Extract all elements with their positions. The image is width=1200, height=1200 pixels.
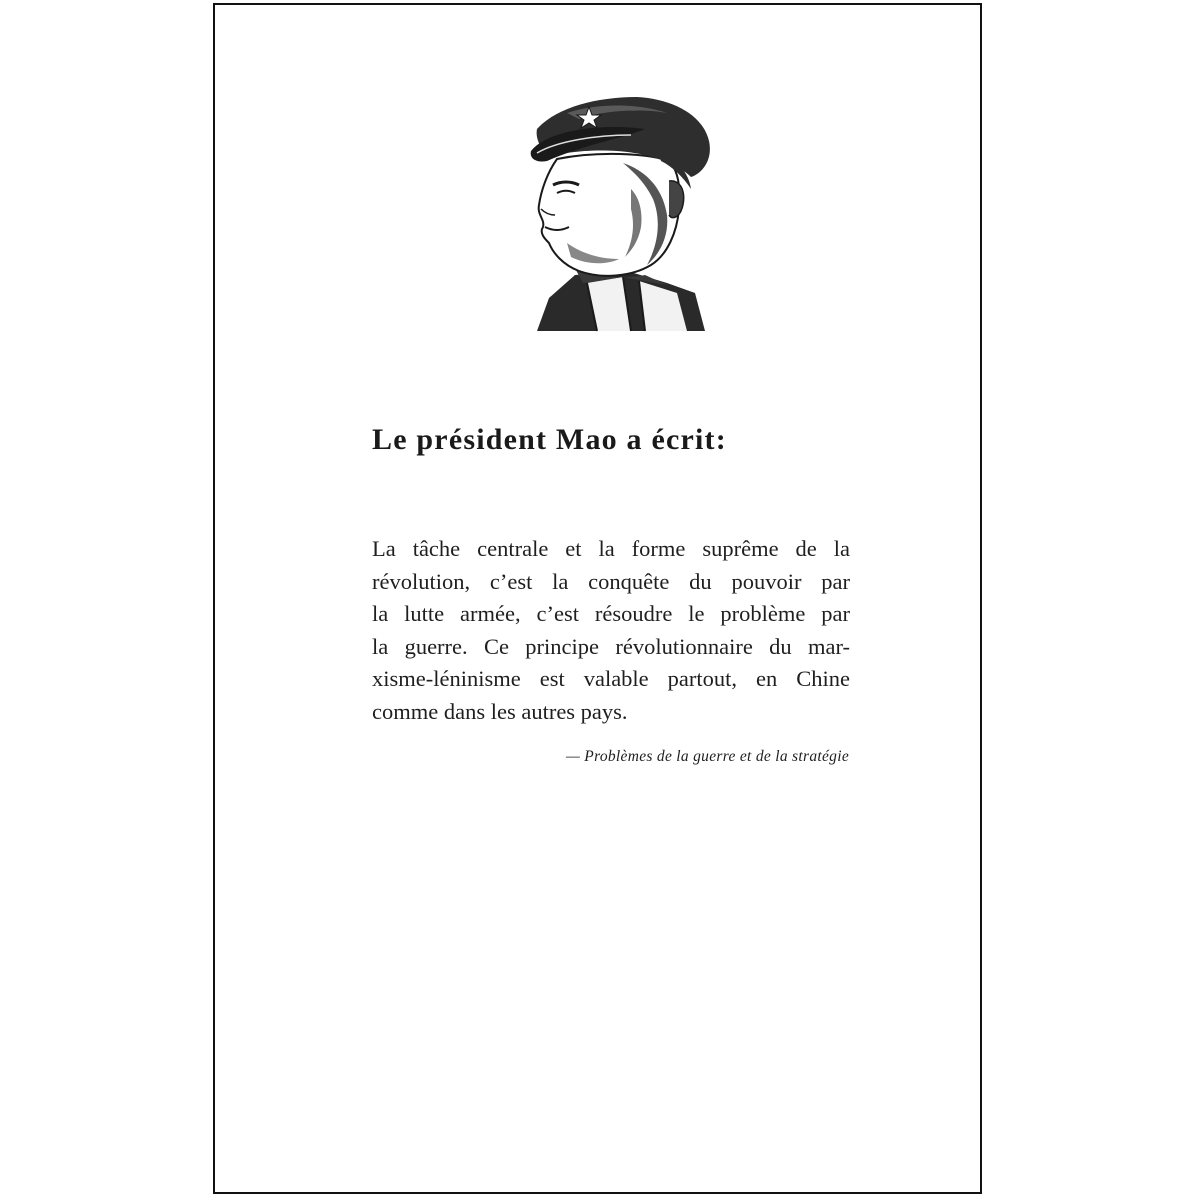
quote-line: révolution, c’est la conquête du pouvoir par (372, 568, 850, 594)
page-title: Le président Mao a écrit: (372, 423, 727, 456)
quote-line: la lutte armée, c’est résoudre le problème par (372, 601, 850, 627)
portrait-engraving-icon (527, 93, 713, 333)
quote-line: la guerre. Ce principe révolutionnaire du mar- (372, 633, 850, 659)
quote-block (372, 533, 850, 729)
quote-source: — Problèmes de la guerre et de la stratégie (566, 748, 849, 765)
book-page (213, 3, 982, 1194)
quote-line: comme dans les autres pays. (372, 698, 628, 724)
quote-line: La tâche centrale et la forme suprême de la (372, 536, 850, 561)
quote-line: xisme-léninisme est valable partout, en Chine (372, 666, 850, 692)
